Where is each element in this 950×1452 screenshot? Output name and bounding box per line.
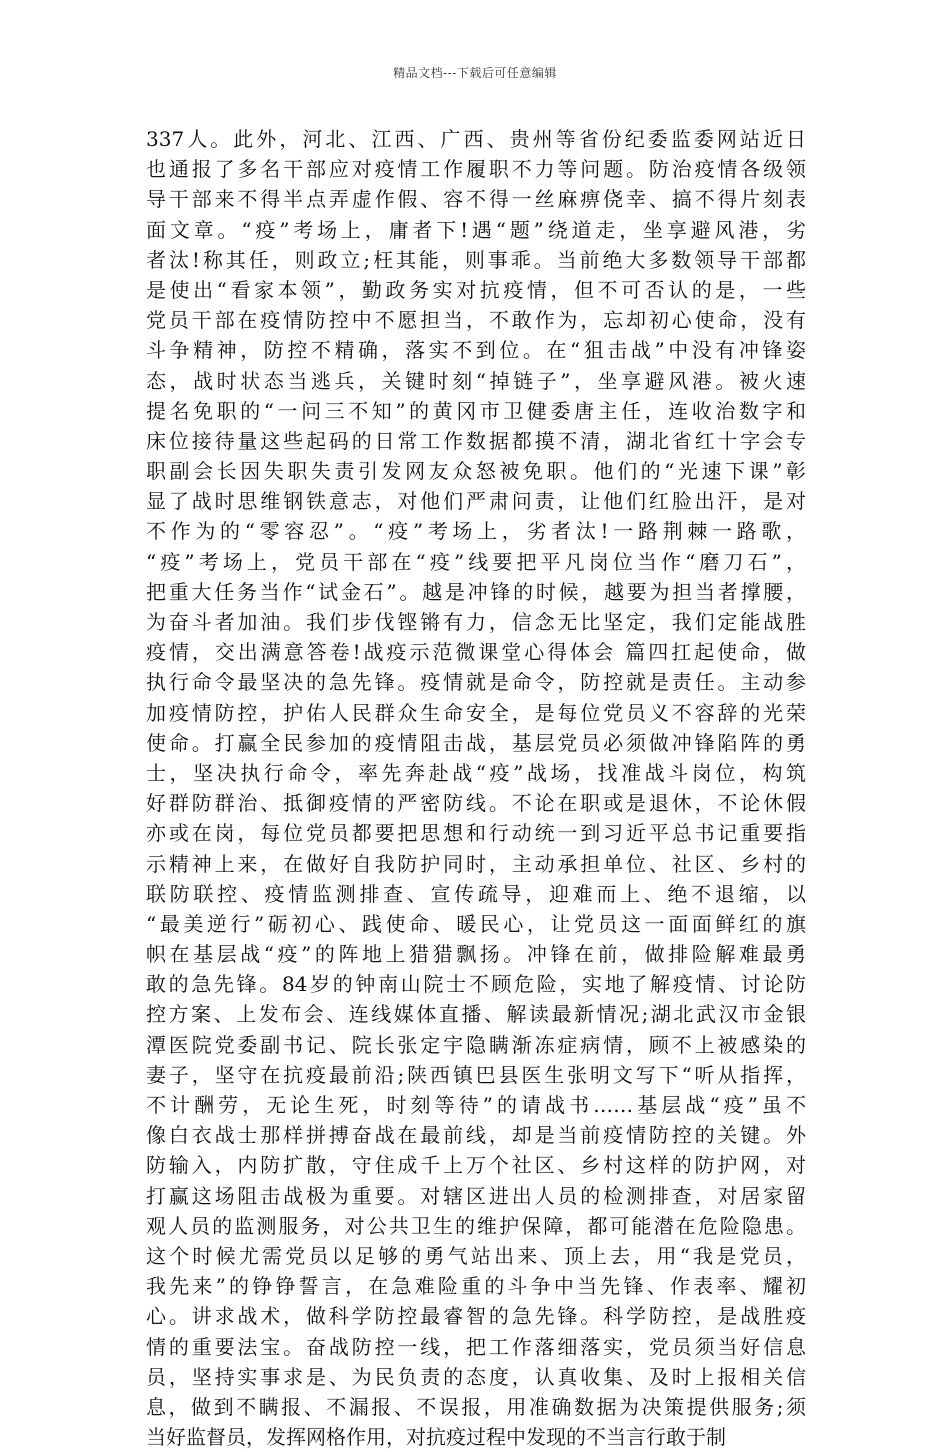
text-line: 士，坚决执行命令，率先奔赴战“疫”战场，找准战斗岗位，构筑 [146,760,806,785]
text-line: 疫情，交出满意答卷!战疫示范微课堂心得体会 篇四扛起使命，做 [146,640,806,665]
text-line: 妻子，坚守在抗疫最前沿;陕西镇巴县医生张明文写下“听从指挥， [146,1062,806,1087]
text-line: 控方案、上发布会、连线媒体直播、解读最新情况;湖北武汉市金银 [146,1002,806,1027]
text-line: 态，战时状态当逃兵，关键时刻“掉链子”，坐享避风港。被火速 [146,368,806,393]
text-line: 者汰!称其任，则政立;枉其能，则事乖。当前绝大多数领导干部都 [146,247,806,272]
text-line: 不计酬劳，无论生死，时刻等待”的请战书……基层战“疫”虽不 [146,1093,806,1117]
text-line: 执行命令最坚决的急先锋。疫情就是命令，防控就是责任。主动参 [146,670,806,695]
text-line: 打赢这场阻击战极为重要。对辖区进出人员的检测排查，对居家留 [146,1183,806,1208]
text-line: 防输入，内防扩散，守住成千上万个社区、乡村这样的防护网，对 [146,1153,806,1178]
text-line: 员，坚持实事求是、为民负责的态度，认真收集、及时上报相关信 [146,1364,806,1389]
text-line: 息，做到不瞒报、不漏报、不误报，用准确数据为决策提供服务;须 [146,1394,806,1419]
text-line: 潭医院党委副书记、院长张定宇隐瞒渐冻症病情，顾不上被感染的 [146,1032,806,1057]
text-line: 这个时候尤需党员以足够的勇气站出来、顶上去，用“我是党员， [146,1243,806,1268]
text-line: 是使出“看家本领”，勤政务实对抗疫情，但不可否认的是，一些 [146,277,806,302]
text-line: 也通报了多名干部应对疫情工作履职不力等问题。防治疫情各级领 [146,157,806,182]
text-line: “疫”考场上，党员干部在“疫”线要把平凡岗位当作“磨刀石”， [146,549,806,574]
text-line: 好群防群治、抵御疫情的严密防线。不论在职或是退休，不论休假 [146,791,806,816]
text-line: 不作为的“零容忍”。“疫”考场上，劣者汰!一路荆棘一路歌， [146,519,806,544]
text-line: 观人员的监测服务，对公共卫生的维护保障，都可能潜在危险隐患。 [146,1213,806,1238]
text-line: 亦或在岗，每位党员都要把思想和行动统一到习近平总书记重要指 [146,821,806,846]
text-line: 像白衣战士那样拼搏奋战在最前线，却是当前疫情防控的关键。外 [146,1123,806,1148]
text-line: “最美逆行”砺初心、践使命、暖民心，让党员这一面面鲜红的旗 [146,911,806,936]
text-line: 情的重要法宝。奋战防控一线，把工作落细落实，党员须当好信息 [146,1334,806,1359]
page-header: 精品文档---下载后可任意编辑 [393,66,557,80]
text-line: 提名免职的“一问三不知”的黄冈市卫健委唐主任，连收治数字和 [146,398,806,423]
text-line: 联防联控、疫情监测排查、宣传疏导，迎难而上、绝不退缩，以 [146,881,806,906]
text-line: 面文章。“疫”考场上，庸者下!遇“题”绕道走，坐享避风港，劣 [146,217,806,242]
text-line: 我先来”的铮铮誓言，在急难险重的斗争中当先锋、作表率、耀初 [146,1274,806,1299]
text-line: 帜在基层战“疫”的阵地上猎猎飘扬。冲锋在前，做排险解难最勇 [146,942,806,967]
text-line: 职副会长因失职失责引发网友众怒被免职。他们的“光速下课”彰 [146,459,806,484]
text-line: 显了战时思维钢铁意志，对他们严肃问责，让他们红脸出汗，是对 [146,489,806,514]
text-line: 加疫情防控，护佑人民群众生命安全，是每位党员义不容辞的光荣 [146,700,806,725]
document-body [146,124,806,1452]
text-line: 当好监督员，发挥网格作用，对抗疫过程中发现的不当言行敢于制 [146,1425,726,1450]
text-line: 敢的急先锋。84岁的钟南山院士不顾危险，实地了解疫情、讨论防 [146,972,806,997]
text-line: 导干部来不得半点弄虚作假、容不得一丝麻痹侥幸、搞不得片刻表 [146,187,806,212]
text-line: 使命。打赢全民参加的疫情阻击战，基层党员必须做冲锋陷阵的勇 [146,730,806,755]
text-line: 心。讲求战术，做科学防控最睿智的急先锋。科学防控，是战胜疫 [146,1304,806,1329]
text-line: 斗争精神，防控不精确，落实不到位。在“狙击战”中没有冲锋姿 [146,338,806,363]
text-line: 示精神上来，在做好自我防护同时，主动承担单位、社区、乡村的 [146,851,806,876]
text-line: 337人。此外，河北、江西、广西、贵州等省份纪委监委网站近日 [146,127,806,151]
text-line: 床位接待量这些起码的日常工作数据都摸不清，湖北省红十字会专 [146,428,806,453]
text-line: 把重大任务当作“试金石”。越是冲锋的时候，越要为担当者撑腰， [146,579,806,604]
text-line: 党员干部在疫情防控中不愿担当，不敢作为，忘却初心使命，没有 [146,308,806,333]
text-line: 为奋斗者加油。我们步伐铿锵有力，信念无比坚定，我们定能战胜 [146,610,806,634]
